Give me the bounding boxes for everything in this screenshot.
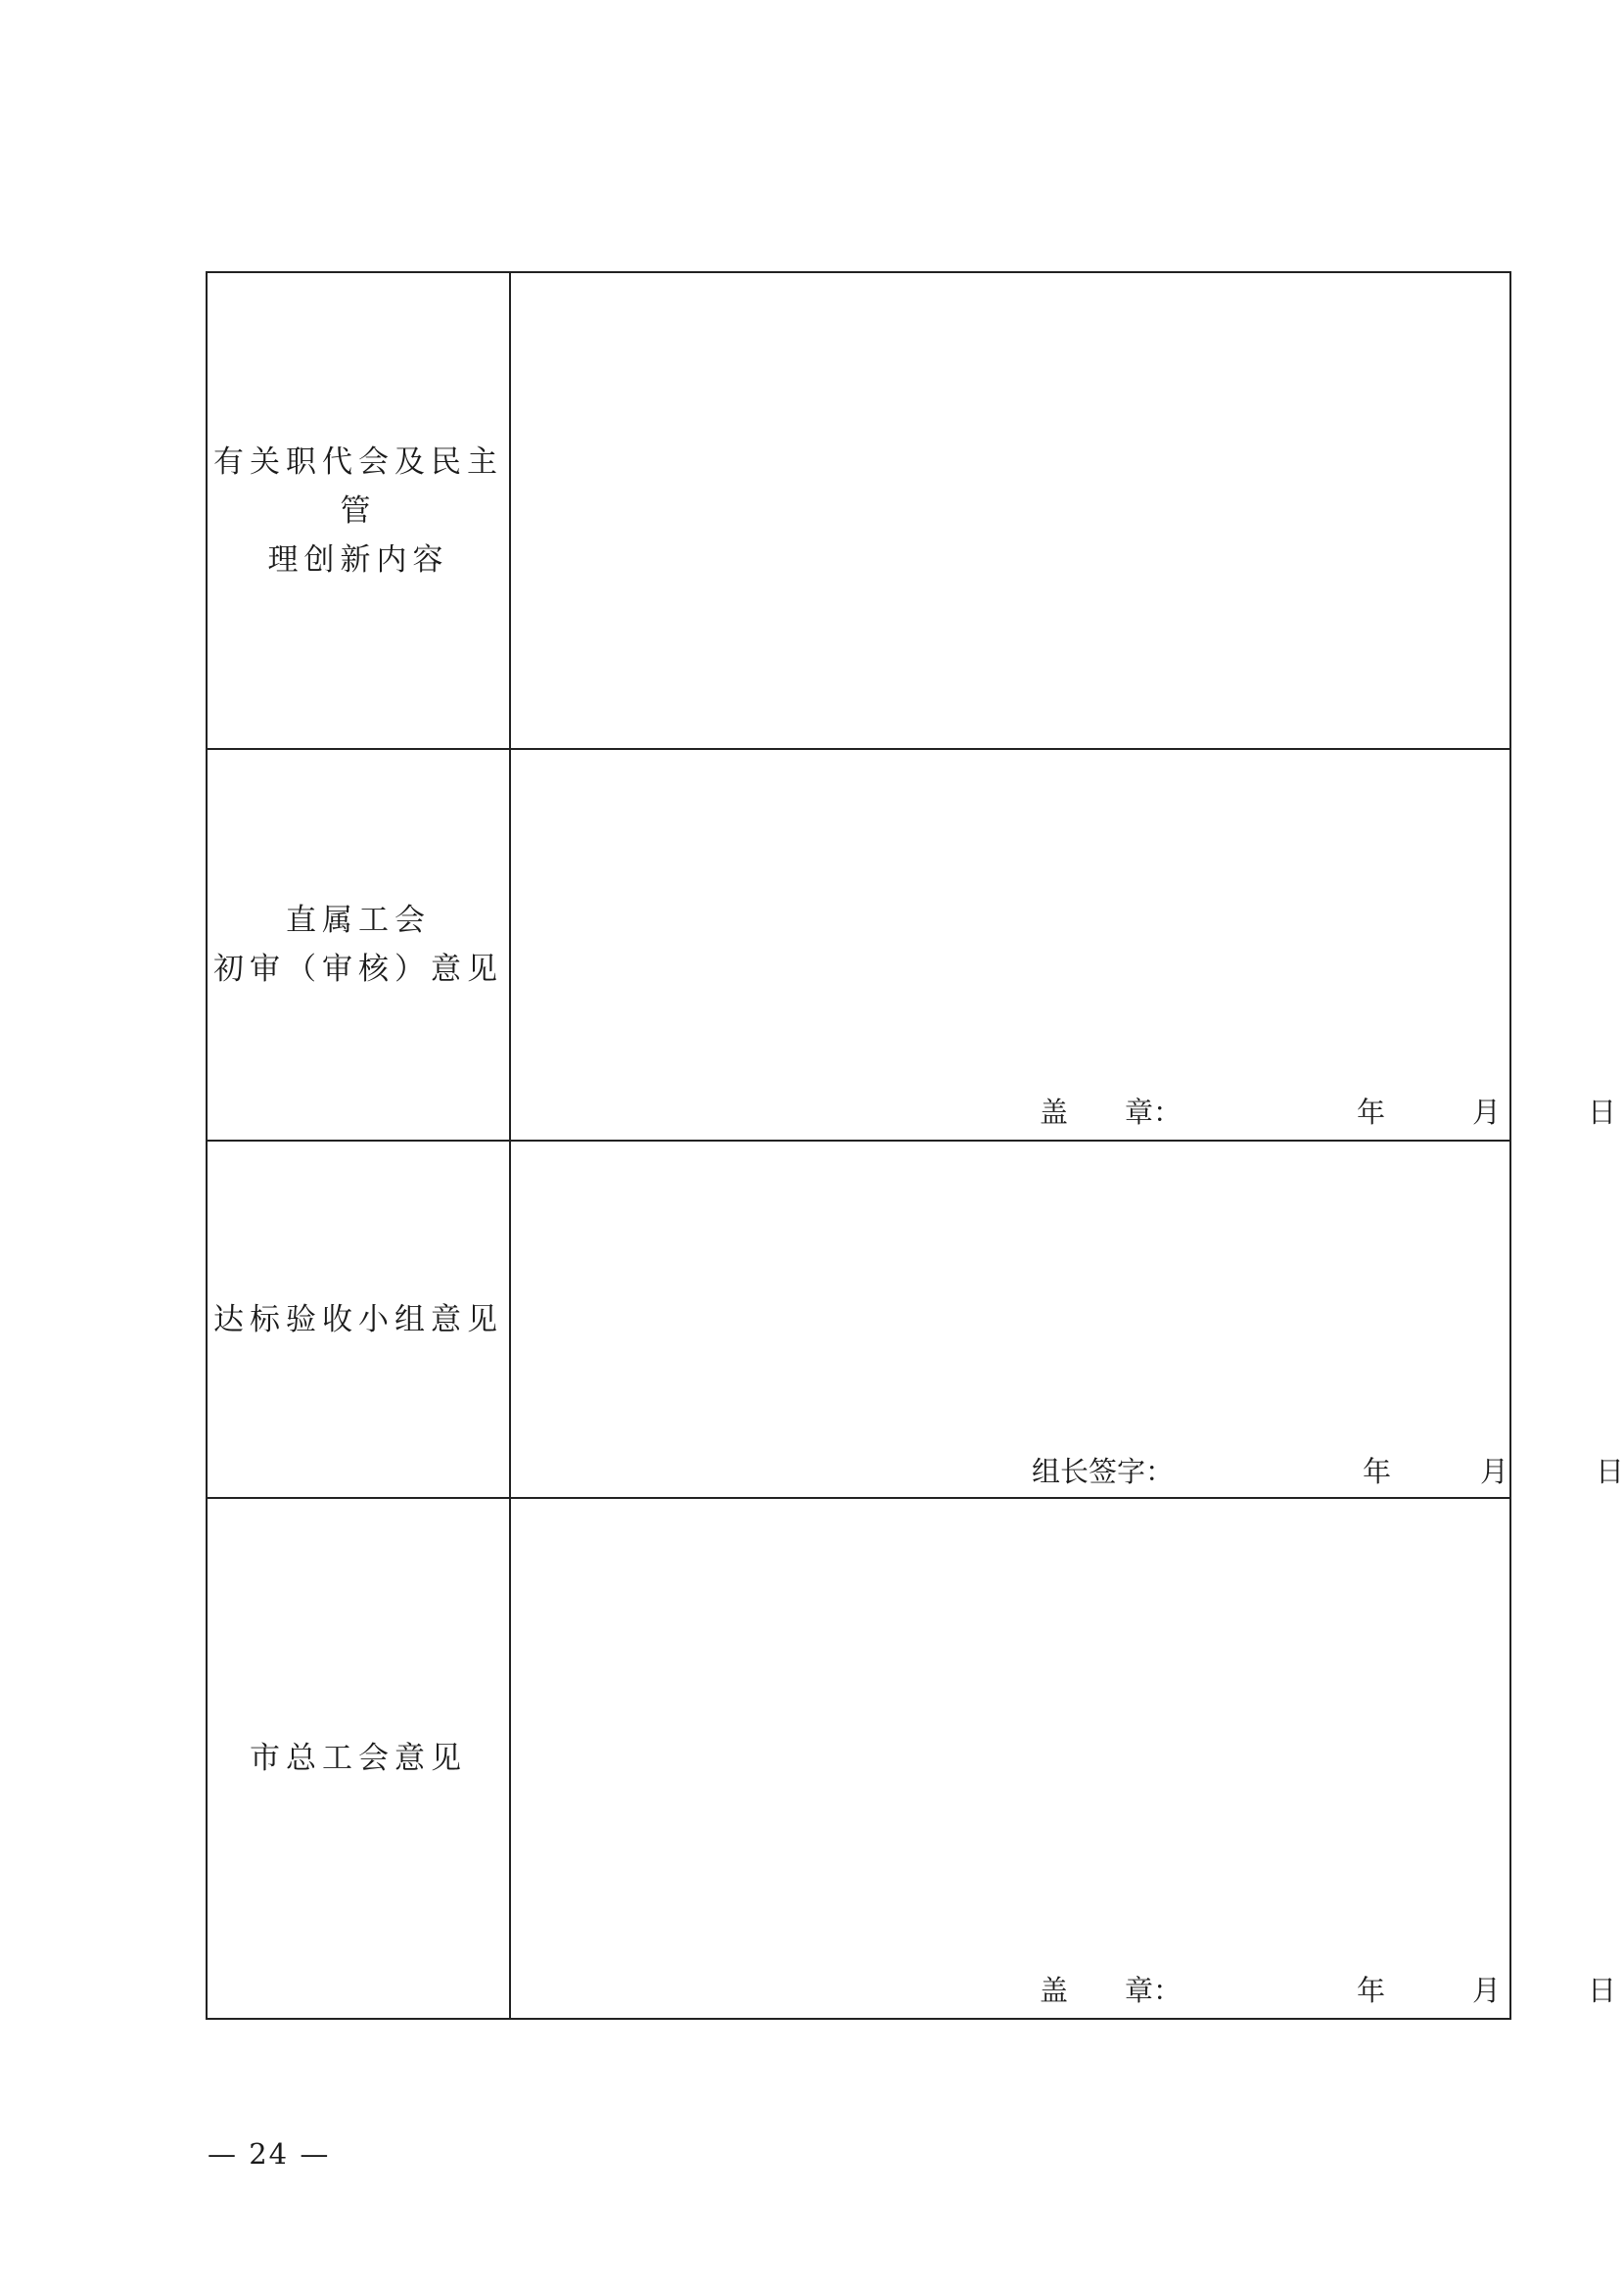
month-label: 月 [1472, 1096, 1502, 1129]
signature-line [511, 1452, 1624, 1491]
seal-label: 盖 章： [1040, 1974, 1183, 2007]
month-label: 月 [1480, 1455, 1509, 1488]
row-label-line: 有关职代会及民主管 [213, 444, 503, 529]
day-label: 日 [1588, 1096, 1617, 1129]
signature-line [511, 1971, 1617, 2010]
year-label: 年 [1363, 1455, 1392, 1488]
row-label-line: 理创新内容 [267, 541, 449, 578]
table-row [207, 749, 1510, 1141]
row-label-line: 初审（审核）意见 [213, 952, 503, 987]
year-label: 年 [1357, 1096, 1386, 1129]
row-label-line: 达标验收小组意见 [213, 1301, 503, 1337]
seal-label: 盖 章： [1040, 1096, 1183, 1129]
year-label: 年 [1357, 1974, 1386, 2007]
content-field[interactable] [510, 1141, 1624, 1498]
content-field[interactable] [510, 272, 1510, 749]
content-field[interactable] [510, 749, 1617, 1141]
row-label [213, 1295, 503, 1344]
row-label-cell [207, 749, 510, 1141]
row-label-cell [207, 272, 510, 749]
day-label: 日 [1588, 1974, 1617, 2007]
signature-label: 组长签字： [1032, 1455, 1175, 1488]
row-label [208, 438, 509, 584]
row-label-line: 直属工会 [286, 903, 431, 938]
row-label [213, 896, 503, 994]
signature-line [511, 1093, 1617, 1132]
table-row [207, 1498, 1510, 2019]
approval-form-table [206, 271, 1624, 2020]
month-label: 月 [1472, 1974, 1502, 2007]
page-number: — 24 — [208, 2137, 331, 2171]
row-label [250, 1734, 467, 1783]
day-label: 日 [1596, 1455, 1624, 1488]
row-label-line: 市总工会意见 [250, 1741, 467, 1776]
content-field[interactable] [510, 1498, 1617, 2019]
row-label-cell [207, 1141, 510, 1498]
table-row [207, 272, 1510, 749]
table-row [207, 1141, 1510, 1498]
row-label-cell [207, 1498, 510, 2019]
